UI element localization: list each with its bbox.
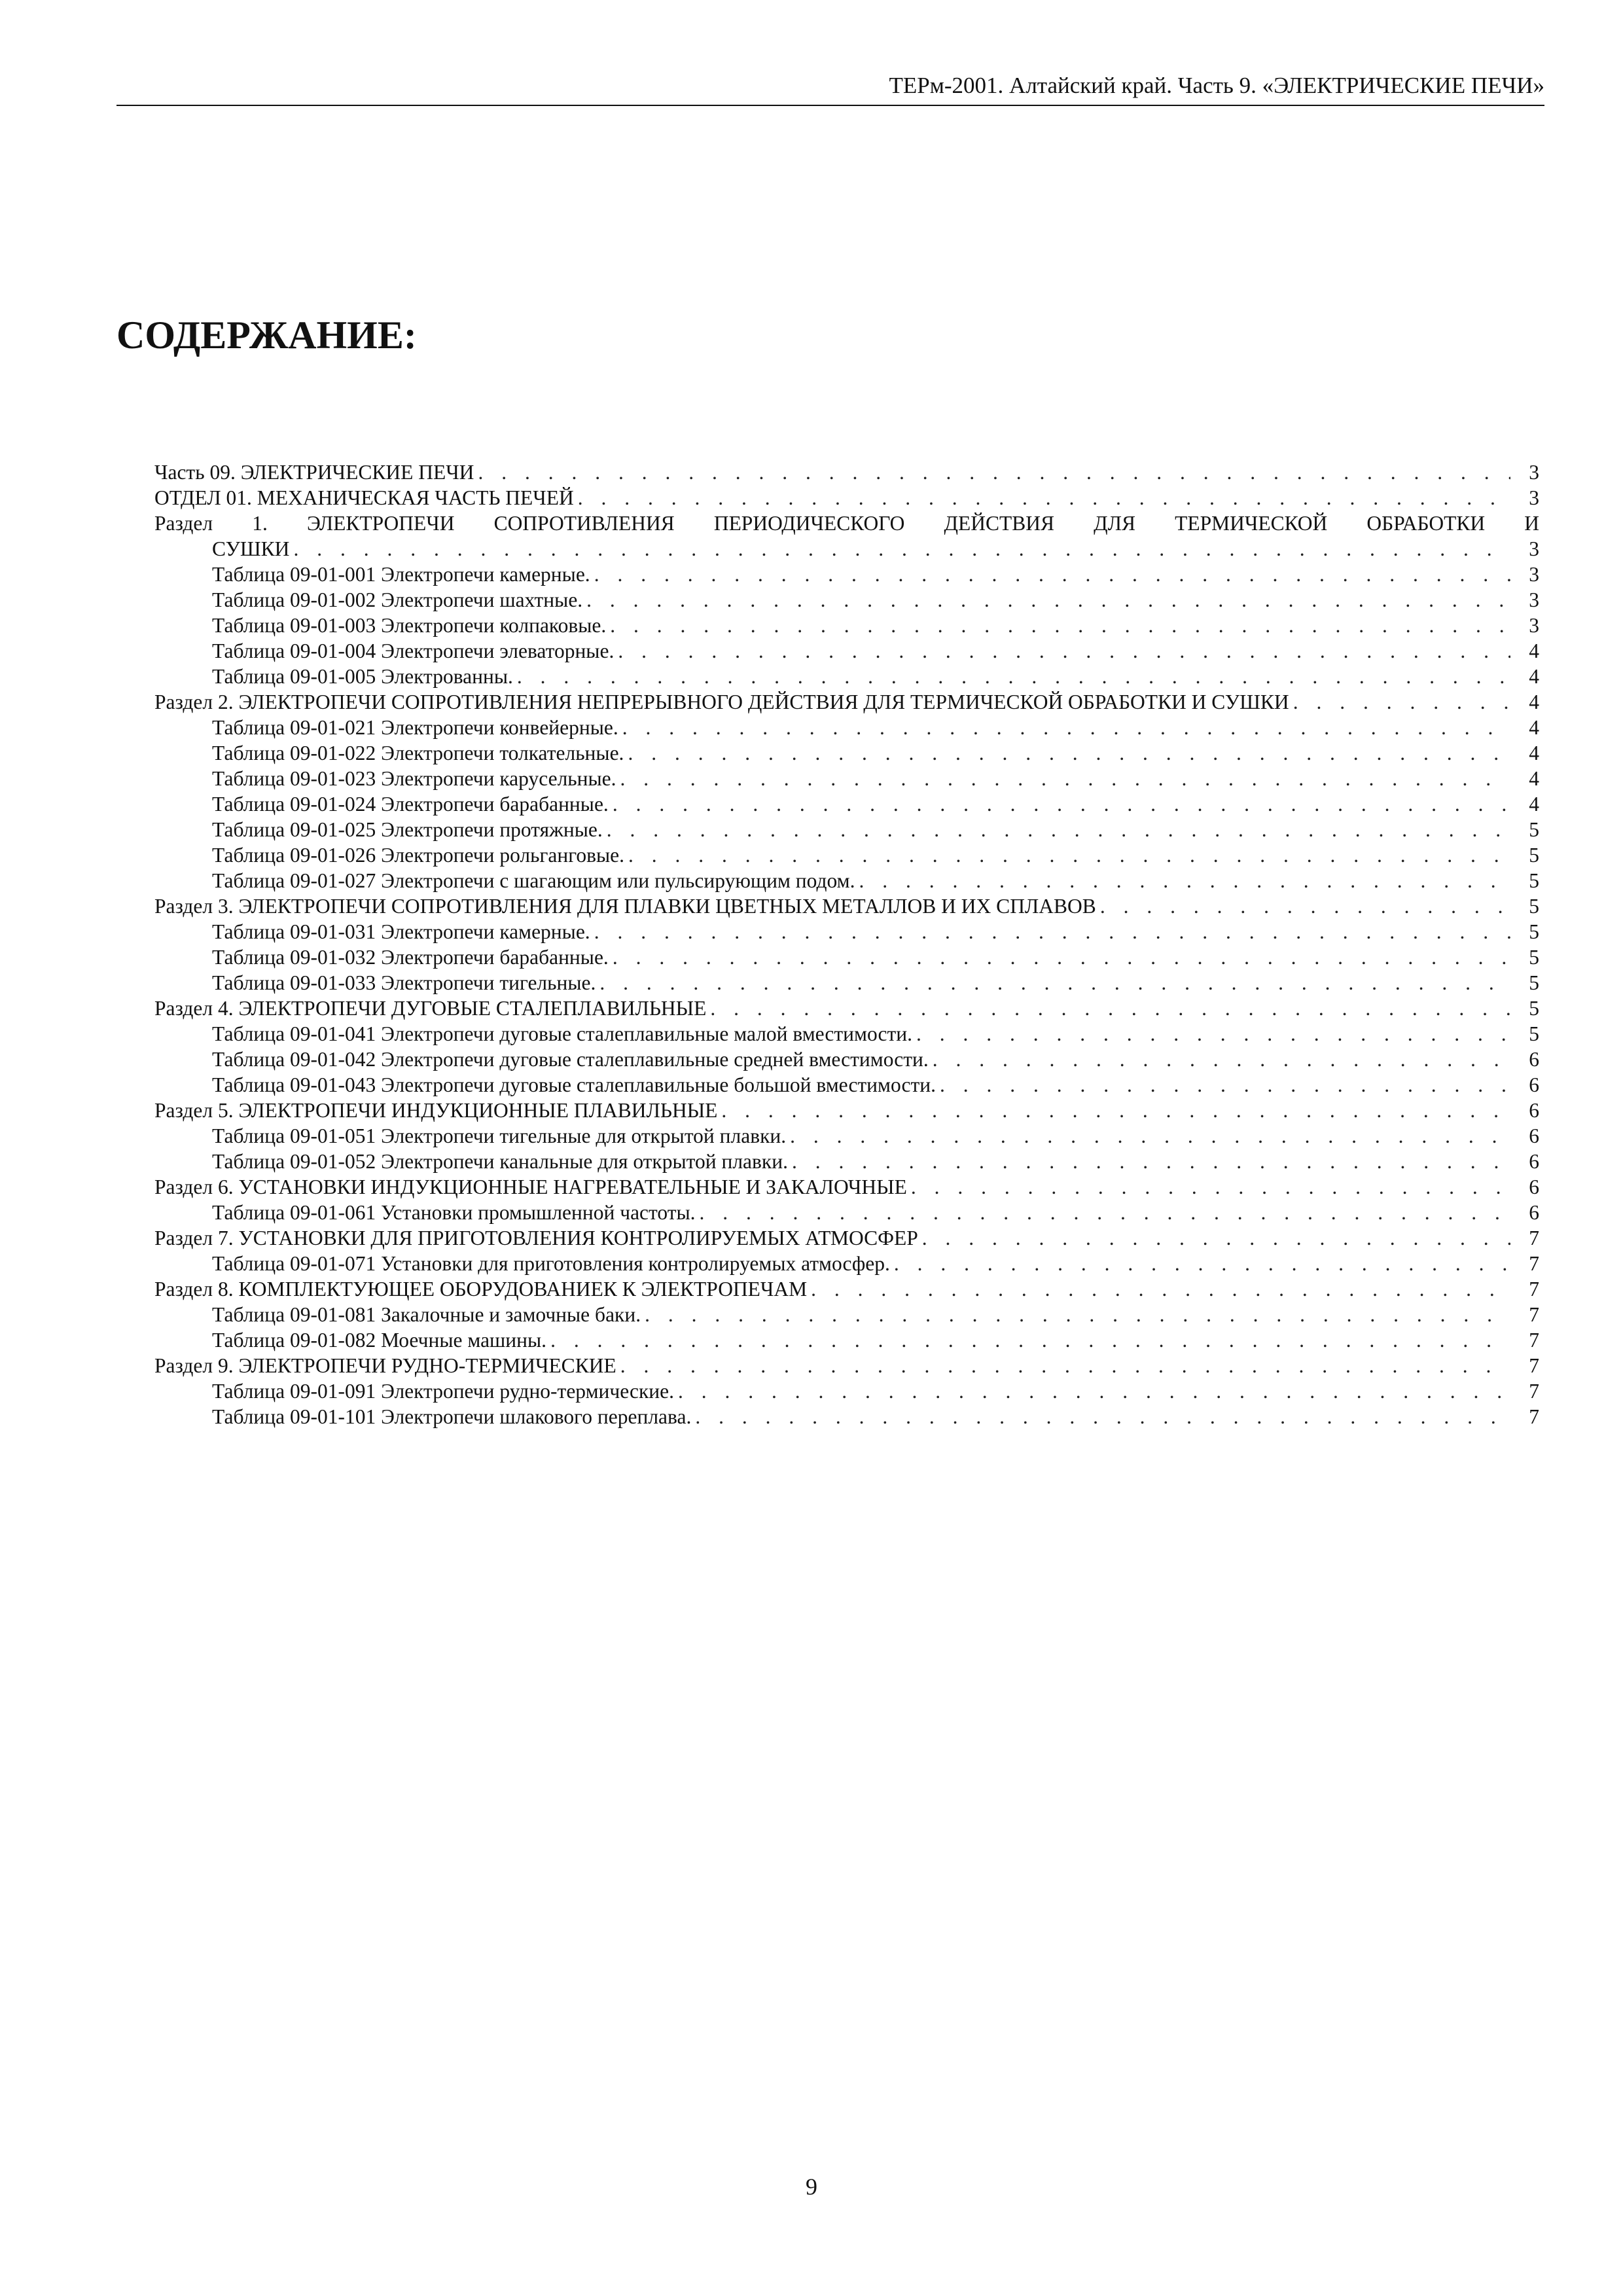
toc-entry-table-09-01-091[interactable]: [154, 1378, 1539, 1404]
toc-entry-text: Таблица 09-01-003 Электропечи колпаковые.: [212, 614, 607, 637]
toc-page-number: 3: [1529, 537, 1539, 560]
running-header: ТЕРм-2001. Алтайский край. Часть 9. «ЭЛЕКТРИЧЕСКИЕ ПЕЧИ»: [116, 71, 1544, 106]
toc-page-number: 7: [1529, 1405, 1539, 1428]
dot-leader: [918, 1225, 1510, 1251]
toc-entry-table-09-01-043[interactable]: [154, 1072, 1539, 1098]
toc-entry-table-09-01-031[interactable]: [154, 919, 1539, 944]
dot-leader: [614, 638, 1510, 664]
dot-leader: [807, 1276, 1510, 1302]
toc-entry-text: Раздел 4. ЭЛЕКТРОПЕЧИ ДУГОВЫЕ СТАЛЕПЛАВИЛЬНЫЕ: [154, 997, 707, 1020]
toc-entry-text: Раздел 9. ЭЛЕКТРОПЕЧИ РУДНО-ТЕРМИЧЕСКИЕ: [154, 1354, 616, 1377]
toc-entry-razdel-2[interactable]: [154, 689, 1539, 715]
toc-entry-text: Таблица 09-01-023 Электропечи карусельные.: [212, 767, 616, 790]
dot-leader: [912, 1021, 1510, 1047]
toc-entry-razdel-7[interactable]: [154, 1225, 1539, 1251]
dot-leader: [546, 1327, 1510, 1353]
toc-page-number: 5: [1529, 971, 1539, 994]
toc-page-number: 7: [1529, 1354, 1539, 1377]
toc-entry-text: Таблица 09-01-042 Электропечи дуговые сталеплавильные средней вместимости.: [212, 1048, 929, 1071]
dot-leader: [624, 842, 1510, 868]
dot-leader: [513, 664, 1510, 689]
dot-leader: [582, 587, 1510, 613]
toc-entry-table-09-01-022[interactable]: [154, 740, 1539, 766]
toc-entry-text: Таблица 09-01-024 Электропечи барабанные.: [212, 793, 609, 816]
toc-page-number: 6: [1529, 1201, 1539, 1224]
toc-page-number: 6: [1529, 1124, 1539, 1147]
dot-leader: [618, 715, 1510, 740]
toc-entry-table-09-01-071[interactable]: [154, 1251, 1539, 1276]
dot-leader: [855, 868, 1510, 893]
toc-entry-table-09-01-081[interactable]: [154, 1302, 1539, 1327]
toc-entry-text: Таблица 09-01-061 Установки промышленной частоты.: [212, 1201, 696, 1224]
dot-leader: [929, 1047, 1510, 1072]
toc-entry-text: Таблица 09-01-082 Моечные машины.: [212, 1329, 547, 1352]
toc-entry-text: Часть 09. ЭЛЕКТРИЧЕСКИЕ ПЕЧИ: [154, 461, 474, 484]
dot-leader: [590, 919, 1510, 944]
toc-entry-razdel-4[interactable]: [154, 996, 1539, 1021]
dot-leader: [609, 944, 1510, 970]
toc-entry-table-09-01-033[interactable]: [154, 970, 1539, 996]
toc-entry-table-09-01-082[interactable]: [154, 1327, 1539, 1353]
toc-entry-table-09-01-026[interactable]: [154, 842, 1539, 868]
toc-entry-table-09-01-001[interactable]: [154, 562, 1539, 587]
toc-page-number: 7: [1529, 1227, 1539, 1249]
toc-page-number: 7: [1529, 1380, 1539, 1403]
toc-entry-text: Раздел 5. ЭЛЕКТРОПЕЧИ ИНДУКЦИОННЫЕ ПЛАВИЛЬНЫЕ: [154, 1099, 718, 1122]
toc-entry-razdel-5[interactable]: [154, 1098, 1539, 1123]
toc-page-number: 6: [1529, 1073, 1539, 1096]
toc-entry-table-09-01-021[interactable]: [154, 715, 1539, 740]
toc-entry-text: Таблица 09-01-032 Электропечи барабанные.: [212, 946, 609, 969]
dot-leader: [706, 996, 1510, 1021]
dot-leader: [786, 1123, 1510, 1149]
toc-entry-table-09-01-025[interactable]: [154, 817, 1539, 842]
toc-page-number: 7: [1529, 1278, 1539, 1300]
toc-page-number: 4: [1529, 691, 1539, 713]
toc-page-number: 4: [1529, 742, 1539, 764]
toc-page-number: 3: [1529, 461, 1539, 484]
dot-leader: [606, 613, 1510, 638]
toc-page-number: 5: [1529, 895, 1539, 918]
toc-page-number: 4: [1529, 793, 1539, 816]
toc-entry-table-09-01-023[interactable]: [154, 766, 1539, 791]
toc-entry-text: Раздел 1. ЭЛЕКТРОПЕЧИ СОПРОТИВЛЕНИЯ ПЕРИОДИЧЕСКОГО ДЕЙСТВИЯ ДЛЯ ТЕРМИЧЕСКОЙ ОБРАБОТКИ И: [154, 512, 1539, 535]
toc-page-number: 3: [1529, 614, 1539, 637]
dot-leader: [1289, 689, 1510, 715]
toc-entry-text: Раздел 2. ЭЛЕКТРОПЕЧИ СОПРОТИВЛЕНИЯ НЕПРЕРЫВНОГО ДЕЙСТВИЯ ДЛЯ ТЕРМИЧЕСКОЙ ОБРАБОТКИ И СУШКИ: [154, 691, 1289, 713]
toc-entry-text: Раздел 6. УСТАНОВКИ ИНДУКЦИОННЫЕ НАГРЕВАТЕЛЬНЫЕ И ЗАКАЛОЧНЫЕ: [154, 1175, 907, 1198]
toc-page-number: 5: [1529, 818, 1539, 841]
toc-entry-text: Раздел 7. УСТАНОВКИ ДЛЯ ПРИГОТОВЛЕНИЯ КОНТРОЛИРУЕМЫХ АТМОСФЕР: [154, 1227, 918, 1249]
toc-page-number: 4: [1529, 767, 1539, 790]
toc-entry-table-09-01-005[interactable]: [154, 664, 1539, 689]
dot-leader: [696, 1200, 1510, 1225]
dot-leader: [590, 562, 1510, 587]
toc-entry-table-09-01-032[interactable]: [154, 944, 1539, 970]
toc-page-number: 6: [1529, 1150, 1539, 1173]
toc-entry-text: Таблица 09-01-071 Установки для приготовления контролируемых атмосфер.: [212, 1252, 890, 1275]
page-title: СОДЕРЖАНИЕ:: [116, 314, 417, 357]
toc-entry-razdel-1[interactable]: [154, 511, 1539, 536]
dot-leader: [616, 766, 1510, 791]
toc-page-number: 5: [1529, 920, 1539, 943]
toc-page-number: 4: [1529, 716, 1539, 739]
toc-entry-razdel-9[interactable]: [154, 1353, 1539, 1378]
toc-entry-table-09-01-042[interactable]: [154, 1047, 1539, 1072]
toc-entry-table-09-01-004[interactable]: [154, 638, 1539, 664]
toc-page-number: 4: [1529, 639, 1539, 662]
dot-leader: [596, 970, 1510, 996]
toc-entry-table-09-01-052[interactable]: [154, 1149, 1539, 1174]
dot-leader: [1096, 893, 1510, 919]
toc-entry-text: Раздел 8. КОМПЛЕКТУЮЩЕЕ ОБОРУДОВАНИЕК К ЭЛЕКТРОПЕЧАМ: [154, 1278, 808, 1300]
toc-entry-text: Таблица 09-01-052 Электропечи канальные для открытой плавки.: [212, 1150, 788, 1173]
toc-entry-table-09-01-027[interactable]: [154, 868, 1539, 893]
toc-entry-text: Таблица 09-01-051 Электропечи тигельные для открытой плавки.: [212, 1124, 787, 1147]
toc-page-number: 3: [1529, 588, 1539, 611]
dot-leader: [907, 1174, 1510, 1200]
toc-entry-text: Таблица 09-01-101 Электропечи шлакового переплава.: [212, 1405, 692, 1428]
dot-leader: [788, 1149, 1510, 1174]
dot-leader: [474, 459, 1510, 485]
toc-entry-text: Раздел 3. ЭЛЕКТРОПЕЧИ СОПРОТИВЛЕНИЯ ДЛЯ ПЛАВКИ ЦВЕТНЫХ МЕТАЛЛОВ И ИХ СПЛАВОВ: [154, 895, 1096, 918]
toc-entry-otdel-01[interactable]: [154, 485, 1539, 511]
toc-entry-text: Таблица 09-01-005 Электрованны.: [212, 665, 513, 688]
toc-entry-text: Таблица 09-01-004 Электропечи элеваторные.: [212, 639, 615, 662]
toc-entry-text: Таблица 09-01-022 Электропечи толкательные.: [212, 742, 624, 764]
toc-entry-table-09-01-061[interactable]: [154, 1200, 1539, 1225]
dot-leader: [691, 1404, 1510, 1429]
toc-entry-razdel-8[interactable]: [154, 1276, 1539, 1302]
dot-leader: [289, 536, 1510, 562]
toc-entry-table-09-01-051[interactable]: [154, 1123, 1539, 1149]
toc-entry-text: ОТДЕЛ 01. МЕХАНИЧЕСКАЯ ЧАСТЬ ПЕЧЕЙ: [154, 486, 574, 509]
toc-entry-text: Таблица 09-01-033 Электропечи тигельные.: [212, 971, 596, 994]
toc-entry-text: Таблица 09-01-002 Электропечи шахтные.: [212, 588, 583, 611]
toc-entry-text: Таблица 09-01-025 Электропечи протяжные.: [212, 818, 603, 841]
toc-entry-text: Таблица 09-01-027 Электропечи с шагающим или пульсирующим подом.: [212, 869, 855, 892]
toc-entry-text: Таблица 09-01-043 Электропечи дуговые сталеплавильные большой вместимости.: [212, 1073, 936, 1096]
toc-page-number: 5: [1529, 946, 1539, 969]
toc-page-number: 3: [1529, 486, 1539, 509]
toc-page-number: 6: [1529, 1048, 1539, 1071]
dot-leader: [936, 1072, 1510, 1098]
dot-leader: [603, 817, 1510, 842]
toc-entry-text: СУШКИ: [212, 537, 290, 560]
toc-entry-table-09-01-002[interactable]: [154, 587, 1539, 613]
table-of-contents: [154, 459, 1539, 1429]
toc-entry-text: Таблица 09-01-091 Электропечи рудно-термические.: [212, 1380, 674, 1403]
toc-entry-text: Таблица 09-01-001 Электропечи камерные.: [212, 563, 590, 586]
toc-entry-table-09-01-003[interactable]: [154, 613, 1539, 638]
toc-page-number: 5: [1529, 844, 1539, 867]
toc-page-number: 5: [1529, 1022, 1539, 1045]
toc-page-number: 5: [1529, 869, 1539, 892]
toc-entry-part-09[interactable]: [154, 459, 1539, 485]
dot-leader: [674, 1378, 1510, 1404]
dot-leader: [609, 791, 1510, 817]
toc-entry-razdel-6[interactable]: [154, 1174, 1539, 1200]
toc-page-number: 6: [1529, 1175, 1539, 1198]
toc-page-number: 7: [1529, 1252, 1539, 1275]
toc-entry-razdel-3[interactable]: [154, 893, 1539, 919]
toc-page-number: 7: [1529, 1329, 1539, 1352]
dot-leader: [717, 1098, 1510, 1123]
toc-entry-table-09-01-101[interactable]: [154, 1404, 1539, 1429]
toc-entry-table-09-01-024[interactable]: [154, 791, 1539, 817]
dot-leader: [624, 740, 1510, 766]
toc-entry-text: Таблица 09-01-026 Электропечи рольганговые.: [212, 844, 625, 867]
toc-entry-razdel-1-continued[interactable]: [154, 536, 1539, 562]
dot-leader: [890, 1251, 1510, 1276]
toc-entry-table-09-01-041[interactable]: [154, 1021, 1539, 1047]
toc-page-number: 3: [1529, 563, 1539, 586]
page-number: 9: [806, 2174, 817, 2200]
toc-page-number: 7: [1529, 1303, 1539, 1326]
toc-entry-text: Таблица 09-01-021 Электропечи конвейерные.: [212, 716, 618, 739]
toc-entry-text: Таблица 09-01-041 Электропечи дуговые сталеплавильные малой вместимости.: [212, 1022, 912, 1045]
toc-page-number: 5: [1529, 997, 1539, 1020]
dot-leader: [616, 1353, 1510, 1378]
dot-leader: [574, 485, 1510, 511]
dot-leader: [641, 1302, 1510, 1327]
toc-page-number: 4: [1529, 665, 1539, 688]
toc-entry-text: Таблица 09-01-081 Закалочные и замочные баки.: [212, 1303, 641, 1326]
toc-page-number: 6: [1529, 1099, 1539, 1122]
toc-entry-text: Таблица 09-01-031 Электропечи камерные.: [212, 920, 590, 943]
